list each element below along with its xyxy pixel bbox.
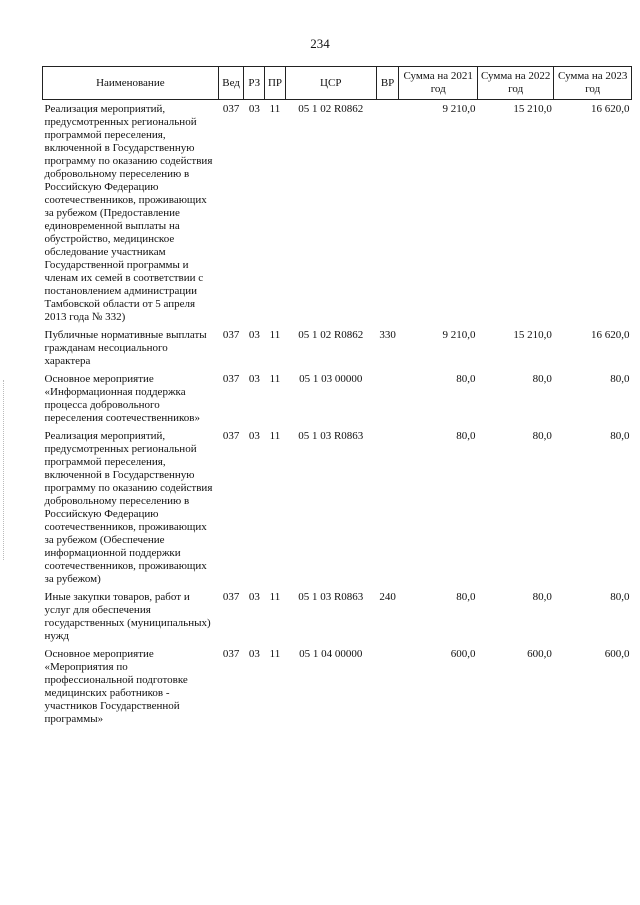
- row-sum-2021: 80,0: [456, 430, 476, 442]
- table-row: [43, 591, 632, 648]
- page-number: 234: [310, 36, 330, 51]
- row-sum-2023: 80,0: [610, 591, 630, 603]
- header-csr: ЦСР: [285, 67, 376, 100]
- header-sum-2021: Сумма на 2021 год: [399, 67, 478, 100]
- row-pr: 11: [269, 329, 281, 341]
- row-csr: 05 1 04 00000: [299, 648, 363, 660]
- header-sum-2022: Сумма на 2022 год: [477, 67, 553, 100]
- row-name: Реализация мероприятий, предусмотренных региональной программой переселения, включенной в Государственную программу по оказанию содействия добровольному переселению в Российскую Федерацию соотечественников, проживающих за рубежом (Предоставление единовременной выплаты на обустройство, медицинское обследование участникам Государственной программы и членам их семей в соответствии с постановлением администрации Тамбовской области от 5 апреля 2013 года № 332): [44, 103, 213, 323]
- row-pr: 11: [269, 430, 281, 442]
- row-sum-2021: 80,0: [456, 373, 476, 385]
- row-csr: 05 1 03 R0863: [298, 430, 364, 442]
- row-name: Основное мероприятие «Мероприятия по профессиональной подготовке медицинских работников - участников Государственной программы»: [44, 648, 188, 725]
- scan-margin-mark: [3, 380, 5, 560]
- row-sum-2021: 9 210,0: [442, 329, 476, 341]
- row-vr: [376, 373, 399, 430]
- row-pr: 11: [269, 591, 281, 603]
- row-sum-2021: 80,0: [456, 591, 476, 603]
- header-sum-2023: Сумма на 2023 год: [554, 67, 632, 100]
- row-vr: [376, 100, 399, 330]
- row-name: Иные закупки товаров, работ и услуг для обеспечения государственных (муниципальных) нужд: [44, 591, 211, 642]
- row-name: Основное мероприятие «Информационная поддержка процесса добровольного переселения соотечественников»: [44, 373, 200, 424]
- table-row: [43, 648, 632, 731]
- row-sum-2022: 80,0: [532, 591, 552, 603]
- table-row: [43, 100, 632, 330]
- row-sum-2023: 80,0: [610, 430, 630, 442]
- row-sum-2023: 16 620,0: [591, 329, 630, 341]
- table-row: [43, 430, 632, 591]
- row-rz: 03: [248, 103, 260, 115]
- row-ved: 037: [222, 648, 240, 660]
- row-vr: 240: [379, 591, 396, 603]
- header-name: Наименование: [43, 67, 219, 100]
- row-ved: 037: [222, 329, 240, 341]
- header-vr: ВР: [376, 67, 399, 100]
- row-sum-2021: 600,0: [450, 648, 476, 660]
- row-pr: 11: [269, 103, 281, 115]
- row-vr: [376, 648, 399, 731]
- table-row: [43, 329, 632, 373]
- row-csr: 05 1 02 R0862: [298, 103, 364, 115]
- row-sum-2023: 80,0: [610, 373, 630, 385]
- row-sum-2022: 80,0: [532, 373, 552, 385]
- row-ved: 037: [222, 430, 240, 442]
- row-rz: 03: [248, 329, 260, 341]
- row-csr: 05 1 03 R0863: [298, 591, 364, 603]
- header-rz: РЗ: [244, 67, 265, 100]
- table-row: [43, 373, 632, 430]
- row-pr: 11: [269, 373, 281, 385]
- row-vr: 330: [379, 329, 396, 341]
- row-sum-2023: 16 620,0: [591, 103, 630, 115]
- row-rz: 03: [248, 430, 260, 442]
- budget-table: [42, 66, 632, 731]
- row-ved: 037: [222, 103, 240, 115]
- row-ved: 037: [222, 373, 240, 385]
- row-vr: [376, 430, 399, 591]
- row-pr: 11: [269, 648, 281, 660]
- header-pr: ПР: [265, 67, 286, 100]
- row-ved: 037: [222, 591, 240, 603]
- row-csr: 05 1 03 00000: [299, 373, 363, 385]
- row-sum-2021: 9 210,0: [442, 103, 476, 115]
- row-sum-2022: 80,0: [532, 430, 552, 442]
- table-header-row: [43, 67, 632, 100]
- row-name: Реализация мероприятий, предусмотренных региональной программой переселения, включенной в Государственную программу по оказанию содействия добровольному переселению в Российскую Федерацию соотечественников, проживающих за рубежом (Обеспечение информационной поддержки соотечественников, проживающих за рубежом): [44, 430, 213, 585]
- row-sum-2023: 600,0: [604, 648, 630, 660]
- row-csr: 05 1 02 R0862: [298, 329, 364, 341]
- row-rz: 03: [248, 373, 260, 385]
- header-ved: Вед: [218, 67, 244, 100]
- row-rz: 03: [248, 648, 260, 660]
- row-sum-2022: 15 210,0: [513, 329, 552, 341]
- row-sum-2022: 600,0: [527, 648, 552, 660]
- row-sum-2022: 15 210,0: [513, 103, 552, 115]
- row-name: Публичные нормативные выплаты гражданам несоциального характера: [44, 329, 207, 367]
- row-rz: 03: [248, 591, 260, 603]
